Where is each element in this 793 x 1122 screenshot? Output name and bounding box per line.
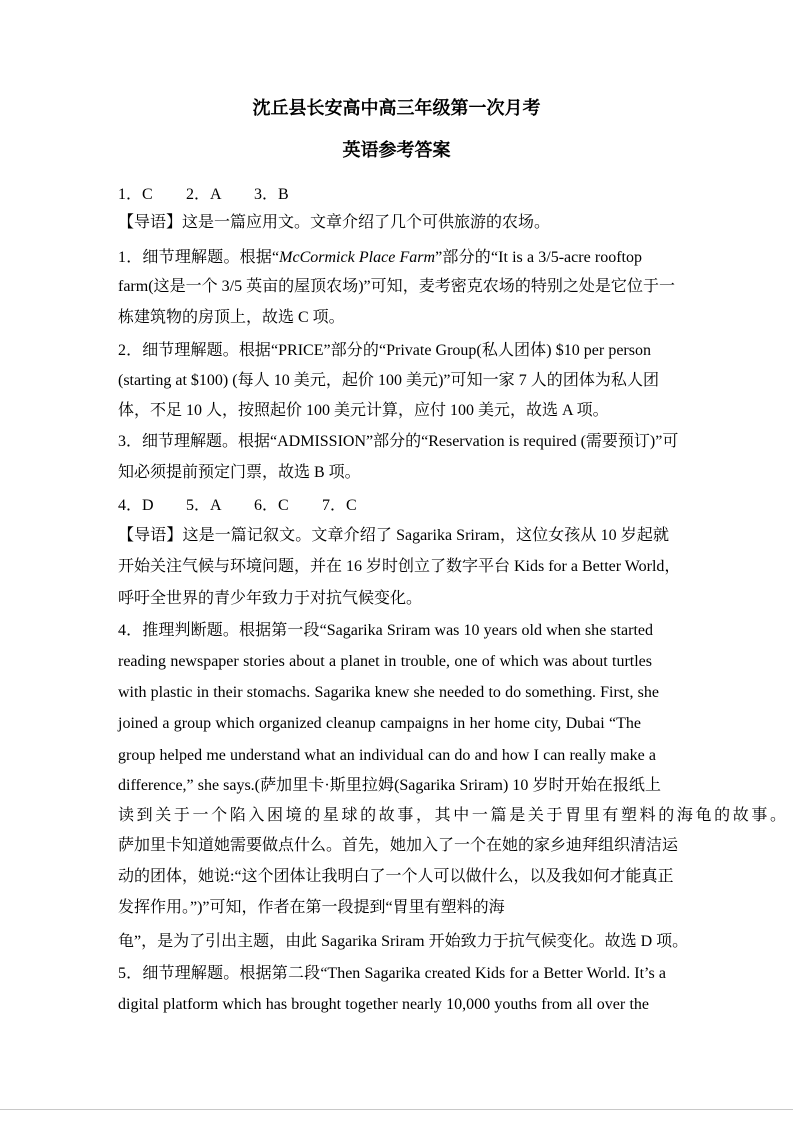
intro-line: 【导语】这是一篇应用文。文章介绍了几个可供旅游的农场。 xyxy=(118,214,551,231)
explanation-line: 体，不足 10 人，按照起价 100 美元计算，应付 100 美元，故选 A 项。 xyxy=(118,402,609,419)
explanation-line: 读到关于一个陷入困境的星球的故事，其中一篇是关于胃里有塑料的海龟的故事。 xyxy=(118,807,786,824)
explanation-line: joined a group which organized cleanup campaigns in her home city, Dubai “The xyxy=(118,715,641,732)
explanation-line: difference,” she says.(萨加里卡·斯里拉姆(Sagarika Sriram) 10 岁时开始在报纸上 xyxy=(118,777,661,794)
intro-line: 【导语】这是一篇记叙文。文章介绍了 Sagarika Sriram，这位女孩从 10 岁起就 xyxy=(118,527,669,544)
page-bottom-rule xyxy=(0,1109,793,1110)
intro-line: 呼吁全世界的青少年致力于对抗气候变化。 xyxy=(118,590,423,607)
answer-key-row xyxy=(118,185,322,205)
explanation-line xyxy=(118,248,642,268)
intro-line: 开始关注气候与环境问题，并在 16 岁时创立了数字平台 Kids for a Better World， xyxy=(118,558,681,575)
explanation-line: reading newspaper stories about a planet in trouble, one of which was about turtles xyxy=(118,653,652,670)
answer-item: 3．B xyxy=(254,186,289,203)
page-subtitle: 英语参考答案 xyxy=(342,140,451,160)
explanation-line: group helped me understand what an individual can do and how I can really make a xyxy=(118,747,656,764)
answer-item: 7．C xyxy=(322,497,357,514)
answer-item: 6．C xyxy=(254,497,289,514)
explanation-line: 2．细节理解题。根据“PRICE”部分的“Private Group(私人团体) $10 per person xyxy=(118,342,651,359)
explanation-line: 5．细节理解题。根据第二段“Then Sagarika created Kids for a Better World. It’s a xyxy=(118,965,666,982)
explanation-line: 萨加里卡知道她需要做点什么。首先，她加入了一个在她的家乡迪拜组织清洁运 xyxy=(118,837,679,854)
explanation-line: 栋建筑物的房顶上，故选 C 项。 xyxy=(118,309,345,326)
answer-item: 4．D xyxy=(118,497,154,514)
italic-term: McCormick Place Farm xyxy=(279,249,436,266)
explanation-line: 龟”，是为了引出主题，由此 Sagarika Sriram 开始致力于抗气候变化。故选 D 项。 xyxy=(118,933,689,950)
explanation-line: 3．细节理解题。根据“ADMISSION”部分的“Reservation is required (需要预订)”可 xyxy=(118,433,679,450)
answer-item: 1．C xyxy=(118,186,153,203)
explanation-text: ”部分的“It is a 3/5-acre rooftop xyxy=(435,249,642,266)
answer-item: 2．A xyxy=(186,186,222,203)
answer-key-row xyxy=(118,496,390,516)
explanation-line: 动的团体，她说:“这个团体让我明白了一个人可以做什么，以及我如何才能真正 xyxy=(118,868,674,885)
explanation-line: 4．推理判断题。根据第一段“Sagarika Sriram was 10 years old when she started xyxy=(118,622,653,639)
explanation-line: (starting at $100) (每人 10 美元，起价 100 美元)”可知一家 7 人的团体为私人团 xyxy=(118,372,659,389)
page-title: 沈丘县长安高中高三年级第一次月考 xyxy=(252,98,541,118)
explanation-text: 1．细节理解题。根据“ xyxy=(118,249,280,266)
explanation-line: with plastic in their stomachs. Sagarika knew she needed to do something. First, she xyxy=(118,684,659,701)
explanation-line: 知必须提前预定门票，故选 B 项。 xyxy=(118,464,361,481)
explanation-line: 发挥作用。”)”可知，作者在第一段提到“胃里有塑料的海 xyxy=(118,899,505,916)
answer-item: 5．A xyxy=(186,497,222,514)
explanation-line: digital platform which has brought together nearly 10,000 youths from all over the xyxy=(118,996,649,1013)
explanation-line: farm(这是一个 3/5 英亩的屋顶农场)”可知，麦考密克农场的特别之处是它位于一 xyxy=(118,278,675,295)
